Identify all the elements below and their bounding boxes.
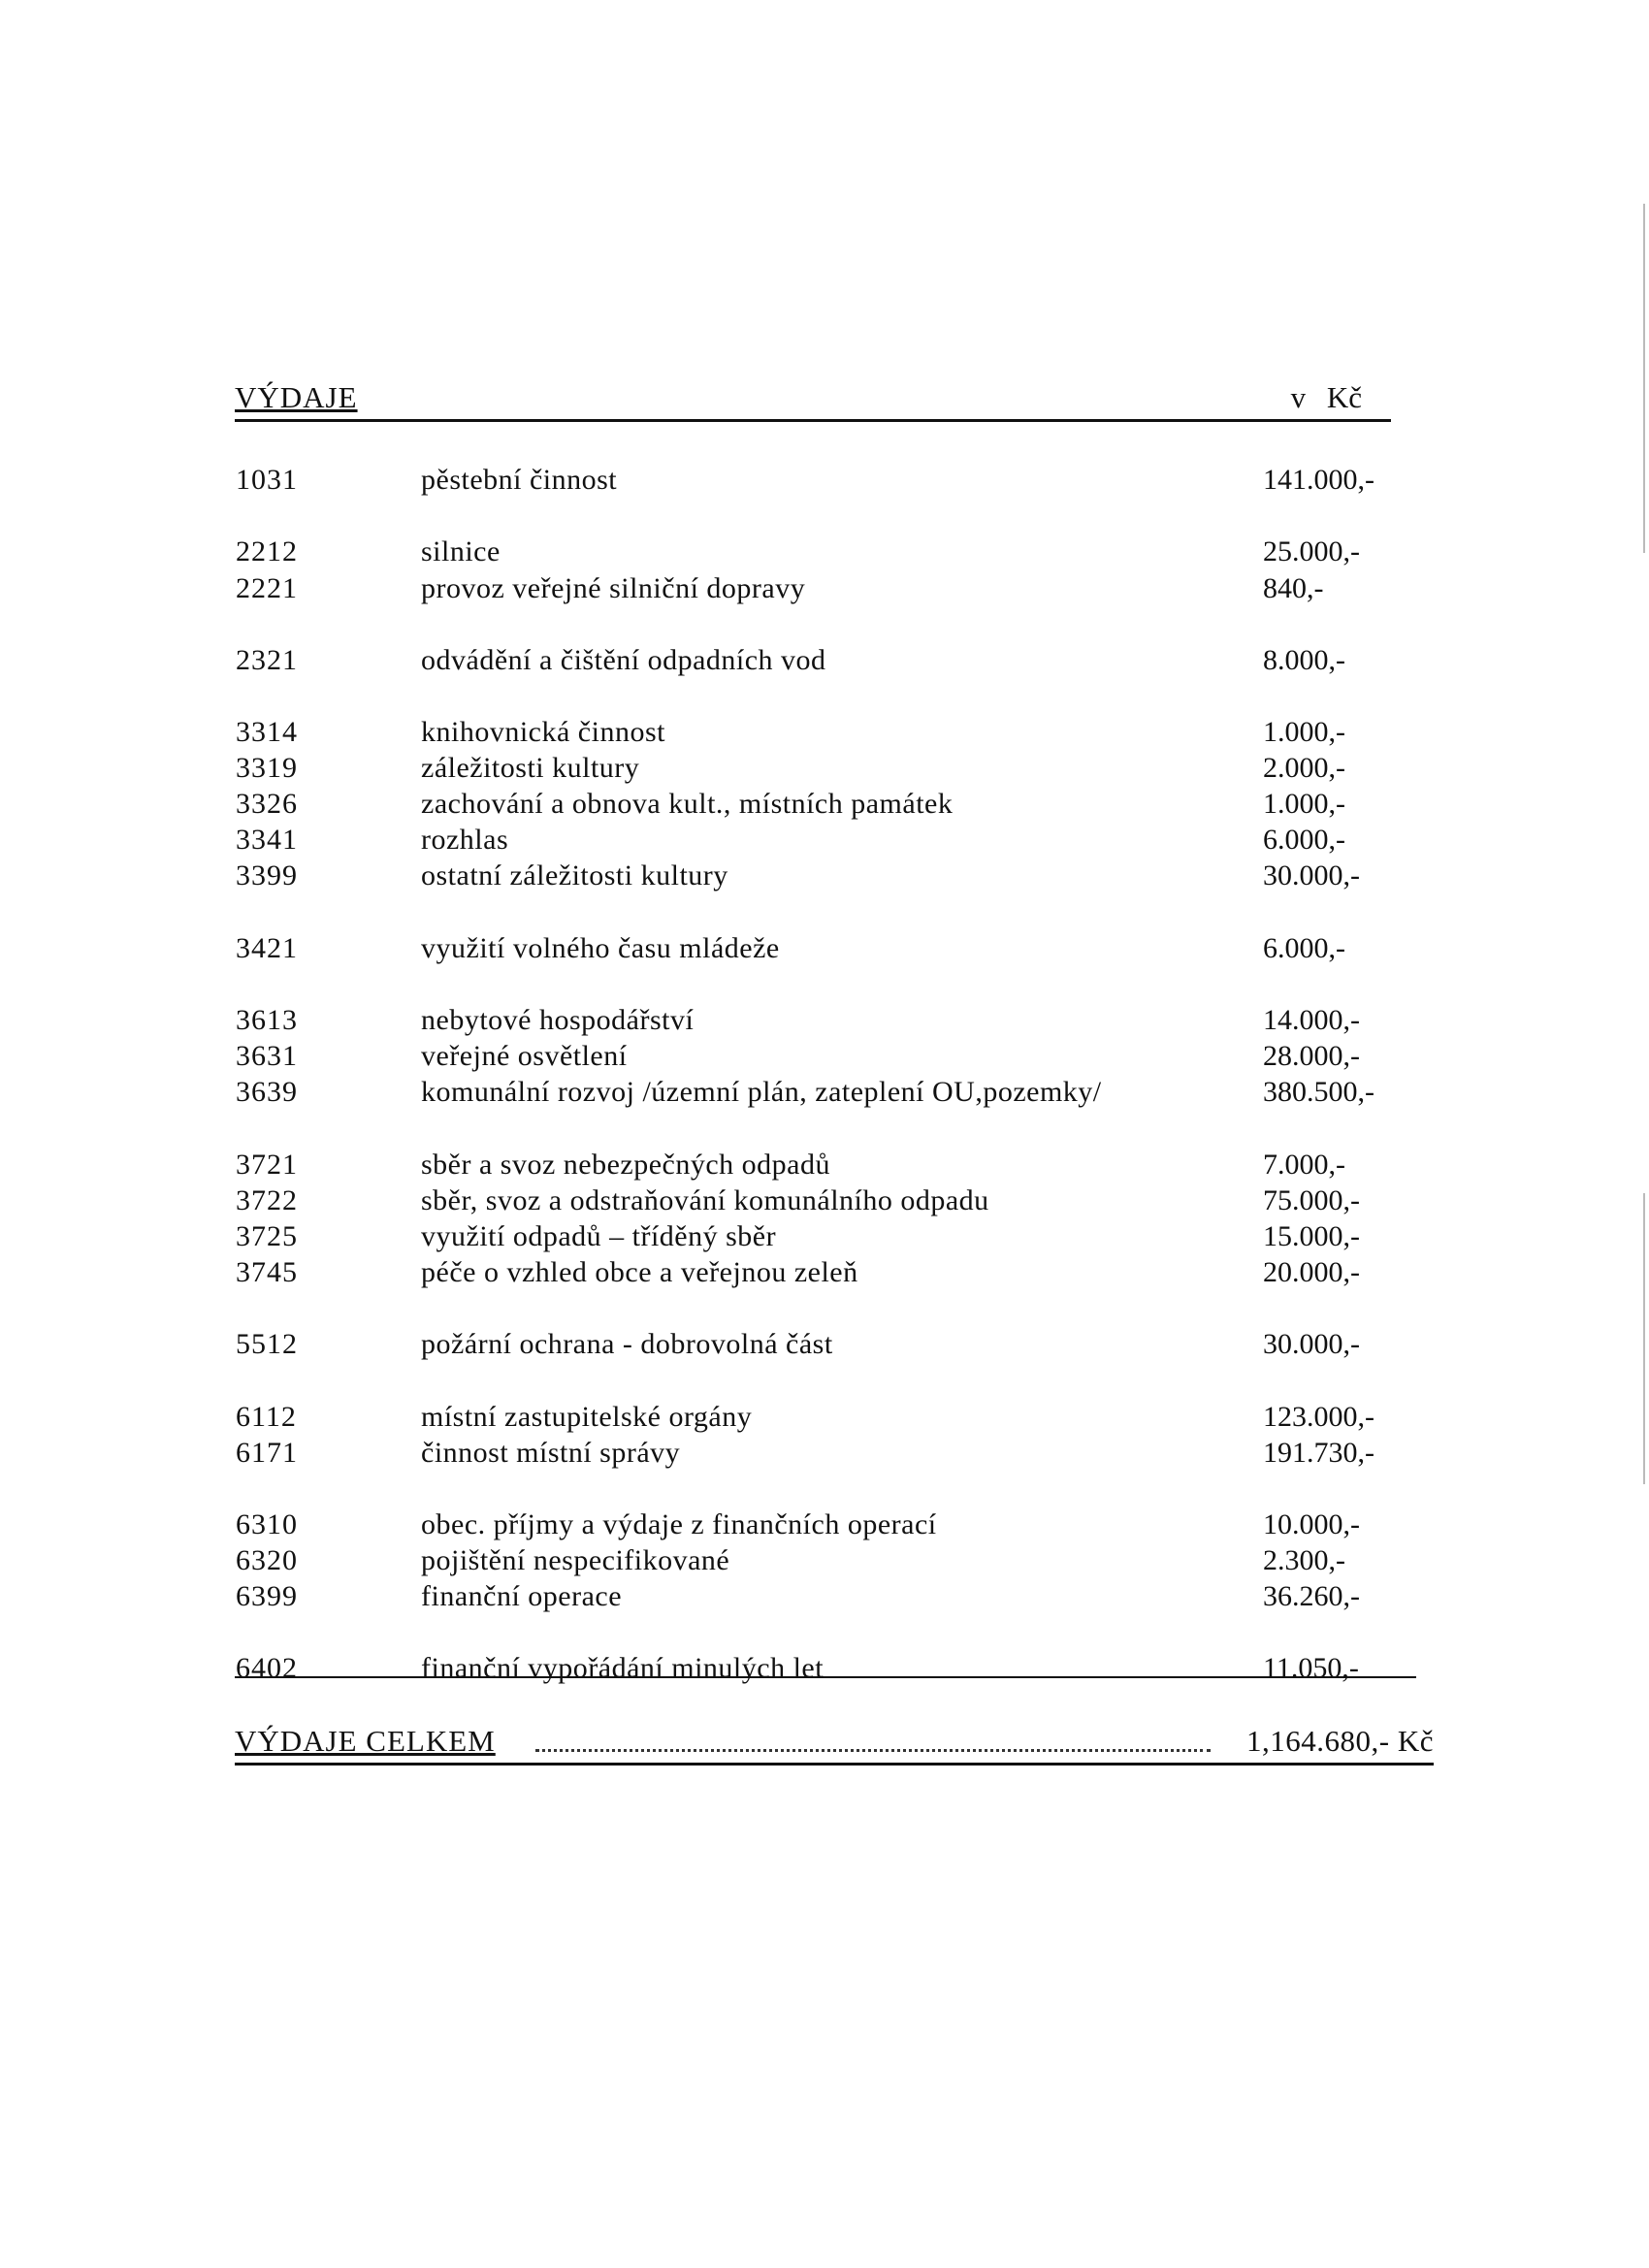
row-name: finanční operace bbox=[421, 1580, 623, 1612]
table-row bbox=[0, 1580, 1649, 1616]
table-row bbox=[0, 1076, 1649, 1112]
row-amount: 75.000,- bbox=[1263, 1184, 1360, 1216]
table-row bbox=[0, 1544, 1649, 1580]
row-amount: 2.300,- bbox=[1263, 1544, 1345, 1576]
row-name: nebytové hospodářství bbox=[421, 1004, 695, 1036]
row-name: veřejné osvětlení bbox=[421, 1040, 628, 1072]
row-amount: 11.050,- bbox=[1263, 1652, 1359, 1684]
row-amount: 6.000,- bbox=[1263, 824, 1345, 856]
row-amount: 1.000,- bbox=[1263, 788, 1345, 820]
row-name: využití odpadů – tříděný sběr bbox=[421, 1220, 777, 1252]
row-code: 2321 bbox=[236, 644, 298, 676]
row-name: komunální rozvoj /územní plán, zateplení OU,pozemky/ bbox=[421, 1076, 1102, 1108]
table-row bbox=[0, 1256, 1649, 1292]
table-row bbox=[0, 716, 1649, 752]
row-amount: 25.000,- bbox=[1263, 535, 1360, 567]
row-name: pojištění nespecifikované bbox=[421, 1544, 730, 1576]
table-row bbox=[0, 1508, 1649, 1544]
table-row bbox=[0, 752, 1649, 788]
row-amount: 14.000,- bbox=[1263, 1004, 1360, 1036]
row-name: knihovnická činnost bbox=[421, 716, 665, 748]
table-row bbox=[0, 1652, 1649, 1688]
row-amount: 380.500,- bbox=[1263, 1076, 1374, 1108]
row-amount: 840,- bbox=[1263, 572, 1324, 604]
row-name: sběr, svoz a odstraňování komunálního odpadu bbox=[421, 1184, 989, 1216]
row-name: ostatní záležitosti kultury bbox=[421, 859, 728, 891]
table-row bbox=[0, 535, 1649, 571]
row-amount: 10.000,- bbox=[1263, 1508, 1360, 1540]
table-row bbox=[0, 1401, 1649, 1437]
row-amount: 36.260,- bbox=[1263, 1580, 1360, 1612]
row-code: 3314 bbox=[236, 716, 298, 748]
row-name: provoz veřejné silniční dopravy bbox=[421, 572, 806, 604]
table-row bbox=[0, 1220, 1649, 1256]
row-name: místní zastupitelské orgány bbox=[421, 1401, 753, 1433]
row-amount: 8.000,- bbox=[1263, 644, 1345, 676]
row-amount: 28.000,- bbox=[1263, 1040, 1360, 1072]
row-amount: 7.000,- bbox=[1263, 1149, 1345, 1181]
row-name: činnost místní správy bbox=[421, 1437, 681, 1469]
row-amount: 30.000,- bbox=[1263, 1328, 1360, 1360]
row-code: 3399 bbox=[236, 859, 298, 891]
table-row bbox=[0, 824, 1649, 859]
row-name: pěstební činnost bbox=[421, 464, 618, 496]
row-amount: 2.000,- bbox=[1263, 752, 1345, 784]
row-name: využití volného času mládeže bbox=[421, 932, 780, 964]
row-name: požární ochrana - dobrovolná část bbox=[421, 1328, 833, 1360]
row-amount: 191.730,- bbox=[1263, 1437, 1374, 1469]
row-code: 3613 bbox=[236, 1004, 298, 1036]
table-row bbox=[0, 572, 1649, 608]
row-code: 6112 bbox=[236, 1401, 297, 1433]
row-code: 2212 bbox=[236, 535, 298, 567]
table-row bbox=[0, 1184, 1649, 1220]
table-row bbox=[0, 644, 1649, 680]
row-name: silnice bbox=[421, 535, 501, 567]
scan-edge-mark bbox=[1643, 1193, 1645, 1484]
table-row bbox=[0, 1437, 1649, 1473]
row-code: 3631 bbox=[236, 1040, 298, 1072]
table-row bbox=[0, 859, 1649, 895]
row-name: péče o vzhled obce a veřejnou zeleň bbox=[421, 1256, 858, 1288]
row-code: 3725 bbox=[236, 1220, 298, 1252]
row-amount: 15.000,- bbox=[1263, 1220, 1360, 1252]
table-row bbox=[0, 1328, 1649, 1364]
row-amount: 20.000,- bbox=[1263, 1256, 1360, 1288]
row-code: 3721 bbox=[236, 1149, 298, 1181]
table-row bbox=[0, 464, 1649, 500]
dot-leader bbox=[535, 1749, 1211, 1752]
table-row bbox=[0, 1004, 1649, 1040]
row-code: 6399 bbox=[236, 1580, 298, 1612]
table-row bbox=[0, 1149, 1649, 1184]
table-row bbox=[0, 1040, 1649, 1076]
row-amount: 123.000,- bbox=[1263, 1401, 1374, 1433]
total-row bbox=[235, 1724, 1434, 1766]
row-code: 3326 bbox=[236, 788, 298, 820]
row-code: 3745 bbox=[236, 1256, 298, 1288]
row-name: sběr a svoz nebezpečných odpadů bbox=[421, 1149, 830, 1181]
row-name: záležitosti kultury bbox=[421, 752, 640, 784]
row-amount: 1.000,- bbox=[1263, 716, 1345, 748]
row-code: 3421 bbox=[236, 932, 298, 964]
row-code: 6310 bbox=[236, 1508, 298, 1540]
row-name: finanční vypořádání minulých let bbox=[421, 1652, 824, 1684]
currency-unit: v Kč bbox=[1290, 380, 1362, 414]
row-code: 3319 bbox=[236, 752, 298, 784]
row-code: 1031 bbox=[236, 464, 298, 496]
row-code: 6320 bbox=[236, 1544, 298, 1576]
row-amount: 30.000,- bbox=[1263, 859, 1360, 891]
row-name: zachování a obnova kult., místních památek bbox=[421, 788, 954, 820]
row-code: 3722 bbox=[236, 1184, 298, 1216]
row-code: 3341 bbox=[236, 824, 298, 856]
row-name: rozhlas bbox=[421, 824, 509, 856]
row-amount: 6.000,- bbox=[1263, 932, 1345, 964]
table-row bbox=[0, 932, 1649, 968]
row-name: odvádění a čištění odpadních vod bbox=[421, 644, 826, 676]
row-name: obec. příjmy a výdaje z finančních operací bbox=[421, 1508, 937, 1540]
table-row bbox=[0, 788, 1649, 824]
table-header bbox=[235, 380, 1391, 422]
row-code: 2221 bbox=[236, 572, 298, 604]
row-code: 6402 bbox=[236, 1652, 298, 1684]
row-code: 3639 bbox=[236, 1076, 298, 1108]
row-amount: 141.000,- bbox=[1263, 464, 1374, 496]
total-label: VÝDAJE CELKEM bbox=[235, 1724, 500, 1759]
page-title: VÝDAJE bbox=[235, 380, 358, 414]
scan-edge-mark bbox=[1643, 204, 1645, 553]
last-row-underline bbox=[235, 1676, 1416, 1678]
row-code: 6171 bbox=[236, 1437, 298, 1469]
row-code: 5512 bbox=[236, 1328, 298, 1360]
total-amount: 1,164.680,- Kč bbox=[1241, 1724, 1434, 1759]
